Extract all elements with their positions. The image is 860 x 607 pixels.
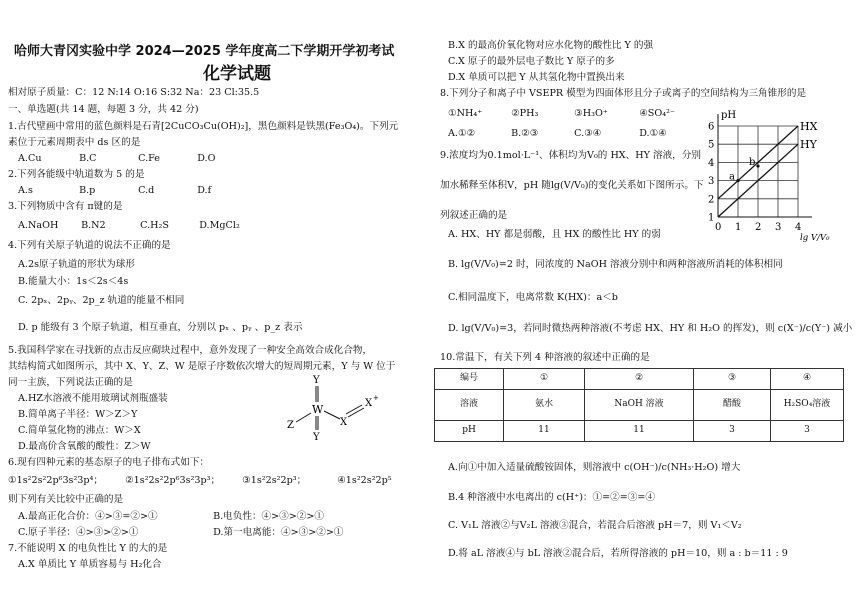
section-heading: 一、单选题(共 14 题，每题 3 分，共 42 分) — [8, 104, 199, 115]
y-tick-label: 4 — [708, 157, 715, 169]
table-cell: H₂SO₄溶液 — [771, 390, 844, 421]
q6-option: D.第一电离能：④>③>②>① — [213, 527, 344, 538]
q8-item: ④SO₄²⁻ — [639, 108, 675, 119]
q3-option: C.H₂S — [140, 220, 169, 231]
q2-option: A.s — [18, 185, 33, 196]
point-label-b: b — [749, 157, 756, 169]
q1-option: C.Fe — [138, 153, 160, 164]
struct-z: Z — [287, 420, 294, 431]
q1-stem-2: 素位于元素周期表中 ds 区的是 — [8, 137, 141, 148]
q5-stem-3: 同一主族，下列说法正确的是 — [8, 377, 133, 388]
table-cell: NaOH 溶液 — [585, 390, 694, 421]
q8-item: ②PH₃ — [511, 108, 539, 119]
point-b — [756, 164, 759, 167]
q4-option-c: C. 2pₓ、2pᵧ、2p_z 轨道的能量不相同 — [18, 295, 185, 306]
struct-y-bottom: Y — [313, 432, 320, 443]
q3-option: D.MgCl₂ — [199, 220, 240, 231]
q6-config: ④1s²2s²2p⁵ — [337, 475, 392, 486]
table-cell: 氨水 — [504, 390, 585, 421]
y-axis-label: pH — [721, 110, 737, 121]
table-cell: 编号 — [435, 369, 504, 390]
q6-sub: 则下列有关比较中正确的是 — [8, 494, 124, 505]
q9-option-b: B. lg(V/V₀)=2 时，同浓度的 NaOH 溶液分别中和两种溶液所消耗的体积相同 — [448, 259, 783, 270]
q8-item: ③H₃O⁺ — [574, 108, 608, 119]
series-label-hx: HX — [800, 120, 818, 133]
y-tick-label: 5 — [708, 139, 715, 151]
q8-option: B.②③ — [511, 128, 539, 139]
x-axis-label: lg V/V₀ — [800, 233, 830, 243]
q4-stem: 4.下列有关原子轨道的说法不正确的是 — [8, 240, 171, 251]
y-tick-label: 1 — [708, 212, 715, 224]
q6-option: A.最高正化合价：④>③=②>① — [18, 511, 158, 522]
q7-option-c: C.X 原子的最外层电子数比 Y 原子的多 — [448, 56, 615, 67]
q9-stem-2: 加水稀释至体积V，pH 随lg(V/V₀)的变化关系如下图所示。下 — [440, 180, 704, 191]
struct-x-end: X — [365, 398, 373, 409]
q1-option: B.C — [79, 153, 97, 164]
q10-table — [434, 368, 844, 442]
q8-stem: 8.下列分子和离子中 VSEPR 模型为四面体形且分子或离子的空间结构为三角锥形的是 — [440, 88, 807, 99]
series-label-hy: HY — [800, 138, 817, 152]
q10-stem: 10.常温下，有关下列 4 种溶液的叙述中正确的是 — [440, 352, 650, 363]
q2-option: B.p — [79, 185, 96, 196]
table-cell: pH — [435, 421, 504, 442]
y-tick-label: 6 — [708, 121, 715, 133]
table-row — [435, 421, 844, 442]
q1-options — [18, 153, 215, 165]
q3-option: A.NaOH — [18, 220, 59, 231]
q5-structure-diagram — [282, 372, 382, 444]
q1-option: D.O — [197, 153, 216, 164]
q8-item: ①NH₄⁺ — [448, 108, 483, 119]
subject-title: 化学试题 — [203, 64, 271, 84]
q7-stem: 7.不能说明 X 的电负性比 Y 的大的是 — [8, 543, 168, 554]
table-cell: 11 — [585, 421, 694, 442]
q8-option: C.③④ — [574, 128, 602, 139]
q9-option-a: A. HX、HY 都是弱酸，且 HX 的酸性比 HY 的弱 — [448, 229, 661, 240]
q2-stem: 2.下列各能级中轨道数为 5 的是 — [8, 169, 145, 180]
q5-option-b: B.简单离子半径：W＞Z＞Y — [18, 409, 138, 420]
y-tick-label: 2 — [708, 194, 715, 206]
q4-option-d: D. p 能级有 3 个原子轨道，相互垂直，分别以 pₓ 、pᵧ 、p_z 表示 — [18, 322, 303, 333]
q9-option-d: D. lg(V/V₀)=3，若同时微热两种溶液(不考虑 HX、HY 和 H₂O 的挥发)，则 c(X⁻)/c(Y⁻) 减小 — [448, 323, 853, 334]
chart-labels — [729, 120, 818, 183]
q8-options — [448, 128, 667, 140]
school-title: 哈师大青冈实验中学 2024—2025 学年度高二下学期开学初考试 — [14, 44, 395, 59]
x-tick-label: 0 — [715, 222, 722, 233]
atomic-mass: 相对原子质量：C：12 N:14 O:16 S:32 Na：23 Cl:35.5 — [8, 87, 260, 98]
q3-stem: 3.下列物质中含有 π键的是 — [8, 201, 123, 212]
table-cell: ④ — [771, 369, 844, 390]
q6-stem: 6.现有四种元素的基态原子的电子排布式如下： — [8, 457, 210, 468]
q9-option-c: C.相同温度下，电离常数 K(HX)：a＜b — [448, 292, 618, 303]
y-tick-label: 3 — [708, 176, 715, 188]
x-tick-label: 4 — [795, 222, 802, 233]
table-cell: ② — [585, 369, 694, 390]
q2-options — [18, 185, 211, 197]
x-tick-label: 3 — [775, 222, 782, 233]
table-cell: 3 — [771, 421, 844, 442]
q6-configs — [8, 475, 392, 487]
q6-options-row2 — [18, 527, 344, 539]
table-row — [435, 369, 844, 390]
q2-option: C.d — [138, 185, 155, 196]
q2-option: D.f — [197, 185, 212, 196]
chart-ticks — [708, 122, 801, 234]
q3-option: B.N2 — [81, 220, 106, 231]
table-cell: 3 — [694, 421, 771, 442]
point-label-a: a — [729, 171, 735, 183]
table-cell: 醋酸 — [694, 390, 771, 421]
q6-options-row1 — [18, 511, 324, 523]
q5-option-c: C.简单氢化物的沸点：W＞X — [18, 425, 141, 436]
q4-option-a: A.2s原子轨道的形状为球形 — [18, 259, 135, 270]
q3-options — [18, 220, 240, 232]
q5-stem: 5.我国科学家在寻找新的点击反应砌块过程中，意外发现了一种安全高效合成化合物， — [8, 345, 373, 356]
q6-config: ③1s²2s²2p³； — [242, 475, 307, 486]
q1-stem: 1.古代壁画中常用的蓝色颜料是石青[2CuCO₃Cu(OH)₂]，黑色颜料是铁黑(Fe₃O₄)。下列元 — [8, 121, 399, 132]
q1-option: A.Cu — [18, 153, 42, 164]
struct-y-top: Y — [313, 375, 320, 386]
q7-option-b: B.X 的最高价氧化物对应水化物的酸性比 Y 的强 — [448, 40, 654, 51]
q5-option-a: A.HZ水溶液不能用玻璃试剂瓶盛装 — [18, 393, 168, 404]
q9-stem-3: 列叙述正确的是 — [440, 210, 508, 221]
q10-option-b: B.4 种溶液中水电离出的 c(H⁺)：①=②=③=④ — [448, 492, 656, 503]
q10-option-c: C. V₁L 溶液②与V₂L 溶液③混合，若混合后溶液 pH＝7，则 V₁＜V₂ — [448, 520, 742, 531]
x-tick-label: 1 — [735, 222, 742, 233]
q8-items — [448, 108, 675, 120]
q4-option-b: B.能量大小：1s＜2s＜4s — [18, 276, 129, 287]
struct-charge: + — [373, 394, 379, 402]
table-cell: ③ — [694, 369, 771, 390]
struct-w: W — [312, 403, 324, 416]
struct-x-mid: X — [340, 417, 348, 428]
table-row — [435, 390, 844, 421]
q6-option: B.电负性：④>③>②>① — [213, 511, 325, 522]
x-tick-label: 2 — [755, 222, 762, 233]
q10-option-a: A.向①中加入适量硫酸铵固体，则溶液中 c(OH⁻)/c(NH₃·H₂O) 增大 — [448, 462, 741, 473]
table-cell: 溶液 — [435, 390, 504, 421]
q7-option-d: D.X 单质可以把 Y 从其氢化物中置换出来 — [448, 72, 625, 83]
table-cell: ① — [504, 369, 585, 390]
q8-option: A.①② — [448, 128, 476, 139]
q10-option-d: D.将 aL 溶液④与 bL 溶液②混合后，若所得溶液的 pH＝10，则 a : b＝11 : 9 — [448, 548, 788, 559]
q8-option: D.①④ — [639, 128, 667, 139]
q6-config: ①1s²2s²2p⁶3s²3p⁴； — [8, 475, 103, 486]
q5-stem-2: 其结构简式如图所示，其中 X、Y、Z、W 是原子序数依次增大的短周期元素，Y 与 W 位于 — [8, 361, 396, 372]
q5-option-d: D.最高价含氧酸的酸性：Z＞W — [18, 441, 151, 452]
q6-config: ②1s²2s²2p⁶3s²3p³； — [125, 475, 221, 486]
q7-option-a: A.X 单质比 Y 单质容易与 H₂化合 — [18, 559, 162, 570]
q9-stem: 9.浓度均为0.1mol·L⁻¹、体积均为V₀的 HX、HY 溶液，分别 — [440, 150, 701, 161]
point-a — [736, 179, 739, 182]
table-cell: 11 — [504, 421, 585, 442]
q6-option: C.原子半径：④>③>②>① — [18, 527, 139, 538]
q9-ph-chart — [700, 100, 850, 250]
